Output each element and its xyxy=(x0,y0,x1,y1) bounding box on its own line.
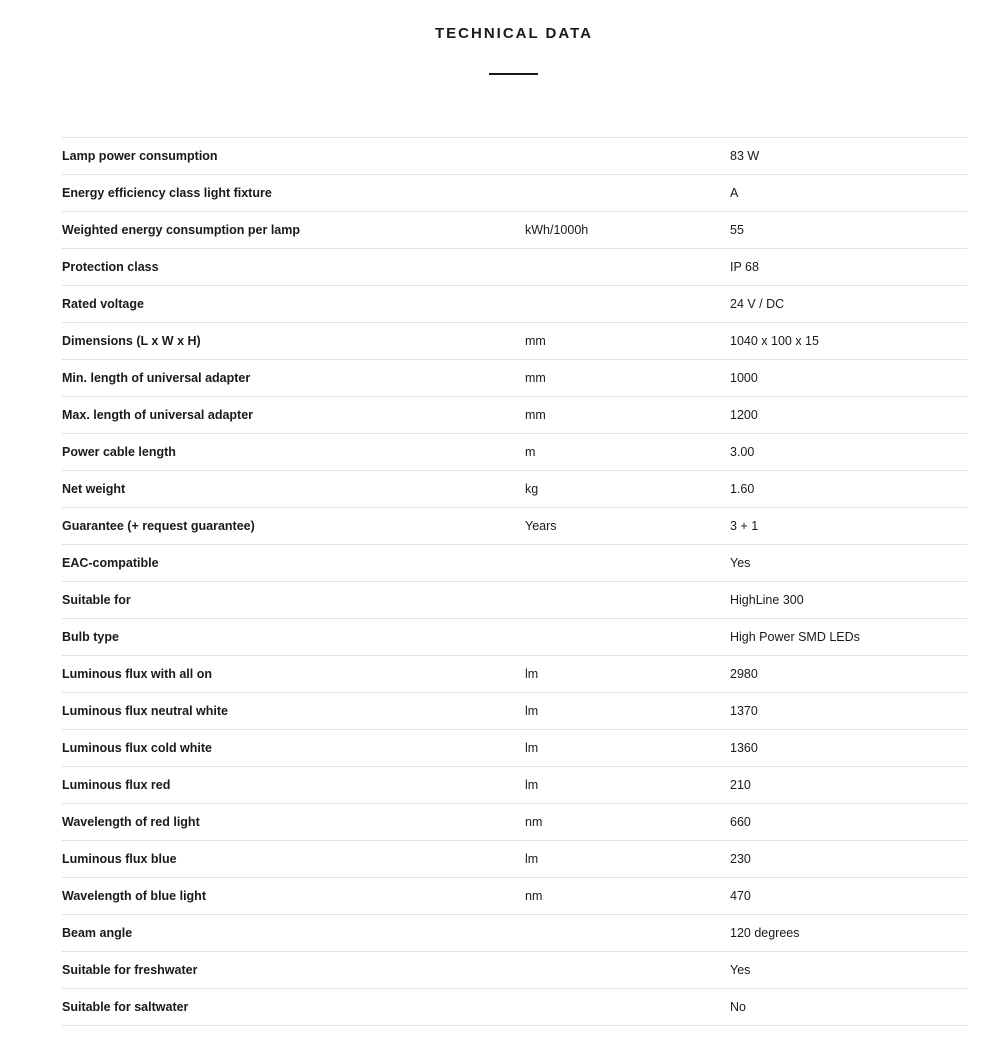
row-unit: mm xyxy=(525,408,546,422)
row-unit: Years xyxy=(525,519,557,533)
row-label: Weighted energy consumption per lamp xyxy=(62,223,300,237)
row-label: Luminous flux neutral white xyxy=(62,704,228,718)
table-row xyxy=(62,804,967,841)
row-label: Protection class xyxy=(62,260,159,274)
row-label: Guarantee (+ request guarantee) xyxy=(62,519,255,533)
row-value: 1040 x 100 x 15 xyxy=(730,334,819,348)
table-row xyxy=(62,508,967,545)
row-label: Min. length of universal adapter xyxy=(62,371,251,385)
row-label: Dimensions (L x W x H) xyxy=(62,334,201,348)
row-label: Beam angle xyxy=(62,926,133,940)
table-row xyxy=(62,175,967,212)
row-unit: kg xyxy=(525,482,539,496)
row-unit: m xyxy=(525,445,536,459)
row-label: Lamp power consumption xyxy=(62,149,218,163)
row-label: Wavelength of blue light xyxy=(62,889,206,903)
technical-data-table xyxy=(62,137,967,1026)
row-label: Luminous flux red xyxy=(62,778,171,792)
row-label: Power cable length xyxy=(62,445,176,459)
row-value: 1.60 xyxy=(730,482,755,496)
row-value: 3.00 xyxy=(730,445,755,459)
row-unit: nm xyxy=(525,889,543,903)
row-value: 470 xyxy=(730,889,751,903)
row-value: Yes xyxy=(730,556,751,570)
table-row xyxy=(62,915,967,952)
row-label: Luminous flux cold white xyxy=(62,741,212,755)
row-unit: lm xyxy=(525,852,539,866)
row-value: 210 xyxy=(730,778,751,792)
row-unit: lm xyxy=(525,741,539,755)
table-row xyxy=(62,212,967,249)
row-label: Suitable for saltwater xyxy=(62,1000,189,1014)
row-value: 1000 xyxy=(730,371,758,385)
table-row xyxy=(62,619,967,656)
row-label: Luminous flux blue xyxy=(62,852,177,866)
title-underline xyxy=(489,73,538,75)
table-row xyxy=(62,360,967,397)
table-row xyxy=(62,582,967,619)
row-label: Suitable for freshwater xyxy=(62,963,198,977)
row-unit: mm xyxy=(525,334,546,348)
row-value: 120 degrees xyxy=(730,926,800,940)
row-label: Luminous flux with all on xyxy=(62,667,212,681)
row-label: Rated voltage xyxy=(62,297,144,311)
row-value: A xyxy=(730,186,739,200)
row-value: 230 xyxy=(730,852,751,866)
row-label: Suitable for xyxy=(62,593,131,607)
row-unit: lm xyxy=(525,704,539,718)
table-row xyxy=(62,286,967,323)
row-unit: kWh/1000h xyxy=(525,223,589,237)
table-row xyxy=(62,323,967,360)
table-row xyxy=(62,397,967,434)
table-row xyxy=(62,545,967,582)
row-value: No xyxy=(730,1000,746,1014)
row-value: 660 xyxy=(730,815,751,829)
row-unit: mm xyxy=(525,371,546,385)
table-row xyxy=(62,841,967,878)
table-row xyxy=(62,434,967,471)
page-title: TECHNICAL DATA xyxy=(435,25,593,42)
table-row xyxy=(62,878,967,915)
row-value: 1360 xyxy=(730,741,758,755)
row-value: High Power SMD LEDs xyxy=(730,630,860,644)
row-label: Bulb type xyxy=(62,630,119,644)
row-label: Wavelength of red light xyxy=(62,815,200,829)
table-row xyxy=(62,989,967,1026)
table-row xyxy=(62,693,967,730)
row-value: HighLine 300 xyxy=(730,593,804,607)
row-value: 83 W xyxy=(730,149,760,163)
row-label: Energy efficiency class light fixture xyxy=(62,186,272,200)
row-label: Max. length of universal adapter xyxy=(62,408,254,422)
table-row xyxy=(62,249,967,286)
row-value: IP 68 xyxy=(730,260,759,274)
table-row xyxy=(62,656,967,693)
row-value: Yes xyxy=(730,963,751,977)
row-unit: nm xyxy=(525,815,543,829)
table-row xyxy=(62,730,967,767)
row-label: EAC-compatible xyxy=(62,556,159,570)
row-unit: lm xyxy=(525,667,539,681)
row-value: 1200 xyxy=(730,408,758,422)
table-row xyxy=(62,952,967,989)
row-value: 3 + 1 xyxy=(730,519,759,533)
row-value: 2980 xyxy=(730,667,758,681)
row-label: Net weight xyxy=(62,482,126,496)
row-value: 24 V / DC xyxy=(730,297,785,311)
table-row xyxy=(62,138,967,175)
row-value: 1370 xyxy=(730,704,758,718)
table-row xyxy=(62,767,967,804)
row-value: 55 xyxy=(730,223,744,237)
row-unit: lm xyxy=(525,778,539,792)
table-row xyxy=(62,471,967,508)
